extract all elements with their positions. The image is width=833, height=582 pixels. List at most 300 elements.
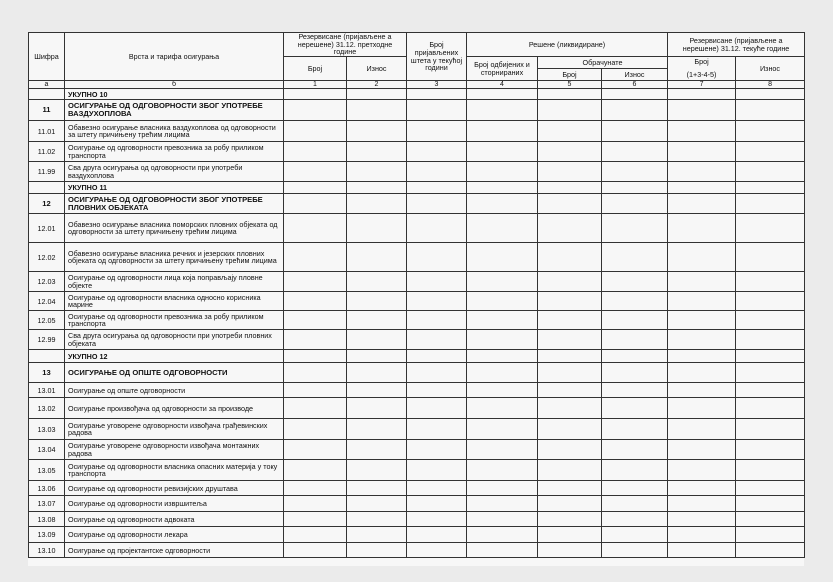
row-code: 13.07	[29, 496, 65, 512]
column-index-cell: 1	[284, 81, 347, 89]
value-cell[interactable]	[538, 330, 602, 350]
table-row	[29, 419, 805, 440]
value-cell[interactable]	[538, 121, 602, 142]
row-description: Обавезно осигурање власника ваздухоплова од одговорности за штету причињену трећим лицима	[65, 121, 284, 142]
row-description: ОСИГУРАЊЕ ОД ОДГОВОРНОСТИ ЗБОГ УПОТРЕБЕ ПЛОВНИХ ОБЈЕКАТА	[65, 194, 284, 214]
row-description: УКУПНО 11	[65, 182, 284, 194]
row-code: 13.01	[29, 383, 65, 398]
value-cell[interactable]	[736, 440, 805, 460]
value-cell[interactable]	[602, 121, 668, 142]
value-cell[interactable]	[736, 512, 805, 527]
column-index-cell: 3	[407, 81, 467, 89]
value-cell[interactable]	[284, 398, 347, 419]
value-cell[interactable]	[602, 543, 668, 558]
value-cell[interactable]	[736, 162, 805, 182]
header-reserved-curr-year: Резервисане (пријављене а нерешене) 31.12. текуће године	[668, 33, 805, 57]
value-cell[interactable]	[602, 272, 668, 292]
value-cell[interactable]	[602, 419, 668, 440]
row-code: 13	[29, 363, 65, 383]
value-cell[interactable]	[467, 182, 538, 194]
value-cell[interactable]	[668, 330, 736, 350]
value-cell[interactable]	[602, 292, 668, 311]
row-description: Сва друга осигурања од одговорности при употреби ваздухоплова	[65, 162, 284, 182]
value-cell[interactable]	[538, 440, 602, 460]
value-cell[interactable]	[602, 481, 668, 496]
row-description: Осигурање од одговорности адвоката	[65, 512, 284, 527]
value-cell[interactable]	[668, 496, 736, 512]
value-cell[interactable]	[467, 272, 538, 292]
value-cell[interactable]	[538, 419, 602, 440]
value-cell[interactable]	[668, 512, 736, 527]
value-cell[interactable]	[736, 350, 805, 363]
row-description: Обавезно осигурање власника поморских пловних објеката од одговорности за штету причињену трећим лицима	[65, 214, 284, 243]
row-description: Осигурање од одговорности лица која поправљају пловне објекте	[65, 272, 284, 292]
value-cell[interactable]	[347, 330, 407, 350]
value-cell[interactable]	[407, 182, 467, 194]
value-cell[interactable]	[407, 481, 467, 496]
value-cell[interactable]	[602, 363, 668, 383]
value-cell[interactable]	[407, 100, 467, 121]
value-cell[interactable]	[467, 243, 538, 272]
value-cell[interactable]	[284, 121, 347, 142]
value-cell[interactable]	[407, 292, 467, 311]
header-reserved-prev-year: Резервисане (пријављене а нерешене) 31.12. претходне године	[284, 33, 407, 57]
value-cell[interactable]	[284, 182, 347, 194]
value-cell[interactable]	[602, 142, 668, 162]
value-cell[interactable]	[407, 419, 467, 440]
value-cell[interactable]	[284, 292, 347, 311]
value-cell[interactable]	[407, 214, 467, 243]
row-code: 13.02	[29, 398, 65, 419]
value-cell[interactable]	[347, 142, 407, 162]
value-cell[interactable]	[467, 543, 538, 558]
value-cell[interactable]	[347, 460, 407, 481]
value-cell[interactable]	[736, 481, 805, 496]
column-index-cell: б	[65, 81, 284, 89]
table-row	[29, 142, 805, 162]
value-cell[interactable]	[668, 214, 736, 243]
value-cell[interactable]	[668, 292, 736, 311]
row-code: 12	[29, 194, 65, 214]
row-description: УКУПНО 12	[65, 350, 284, 363]
value-cell[interactable]	[668, 194, 736, 214]
value-cell[interactable]	[467, 100, 538, 121]
header-count-7	[668, 57, 736, 81]
value-cell[interactable]	[347, 243, 407, 272]
insurance-claims-table	[28, 32, 805, 558]
row-description: Осигурање од одговорности извршитеља	[65, 496, 284, 512]
table-row	[29, 272, 805, 292]
value-cell[interactable]	[602, 162, 668, 182]
value-cell[interactable]	[407, 311, 467, 330]
row-code: 12.05	[29, 311, 65, 330]
header-count-1: Број	[284, 57, 347, 81]
value-cell[interactable]	[284, 311, 347, 330]
column-index-cell: 6	[602, 81, 668, 89]
value-cell[interactable]	[284, 272, 347, 292]
value-cell[interactable]	[347, 419, 407, 440]
value-cell[interactable]	[668, 162, 736, 182]
row-code: 12.03	[29, 272, 65, 292]
value-cell[interactable]	[467, 363, 538, 383]
value-cell[interactable]	[736, 363, 805, 383]
value-cell[interactable]	[538, 460, 602, 481]
value-cell[interactable]	[668, 419, 736, 440]
value-cell[interactable]	[736, 121, 805, 142]
value-cell[interactable]	[467, 496, 538, 512]
value-cell[interactable]	[668, 363, 736, 383]
value-cell[interactable]	[467, 89, 538, 100]
value-cell[interactable]	[407, 543, 467, 558]
value-cell[interactable]	[284, 330, 347, 350]
value-cell[interactable]	[407, 363, 467, 383]
value-cell[interactable]	[347, 292, 407, 311]
row-description: Осигурање уговорене одговорности извођача монтажних радова	[65, 440, 284, 460]
value-cell[interactable]	[347, 182, 407, 194]
table-row	[29, 121, 805, 142]
value-cell[interactable]	[602, 527, 668, 543]
value-cell[interactable]	[467, 292, 538, 311]
row-code: 13.03	[29, 419, 65, 440]
value-cell[interactable]	[736, 214, 805, 243]
value-cell[interactable]	[668, 460, 736, 481]
value-cell[interactable]	[668, 89, 736, 100]
row-code: 12.99	[29, 330, 65, 350]
header-reported-claims: Број пријављених штета у текућој години	[407, 33, 467, 81]
value-cell[interactable]	[538, 350, 602, 363]
column-index-cell: а	[29, 81, 65, 89]
value-cell[interactable]	[407, 121, 467, 142]
value-cell[interactable]	[668, 243, 736, 272]
table-row	[29, 543, 805, 558]
value-cell[interactable]	[284, 496, 347, 512]
table-row	[29, 383, 805, 398]
value-cell[interactable]	[284, 350, 347, 363]
value-cell[interactable]	[668, 121, 736, 142]
value-cell[interactable]	[407, 496, 467, 512]
value-cell[interactable]	[467, 460, 538, 481]
value-cell[interactable]	[668, 398, 736, 419]
row-code: 13.06	[29, 481, 65, 496]
value-cell[interactable]	[602, 350, 668, 363]
report-sheet	[28, 32, 804, 566]
value-cell[interactable]	[407, 512, 467, 527]
value-cell[interactable]	[736, 496, 805, 512]
column-index-cell: 7	[668, 81, 736, 89]
value-cell[interactable]	[538, 100, 602, 121]
row-description: Осигурање произвођача од одговорности за производе	[65, 398, 284, 419]
value-cell[interactable]	[467, 527, 538, 543]
value-cell[interactable]	[538, 272, 602, 292]
value-cell[interactable]	[284, 481, 347, 496]
row-code: 13.09	[29, 527, 65, 543]
value-cell[interactable]	[407, 272, 467, 292]
value-cell[interactable]	[284, 440, 347, 460]
value-cell[interactable]	[736, 272, 805, 292]
value-cell[interactable]	[538, 363, 602, 383]
value-cell[interactable]	[668, 311, 736, 330]
row-code: 11.01	[29, 121, 65, 142]
column-index-cell: 4	[467, 81, 538, 89]
value-cell[interactable]	[284, 383, 347, 398]
header-count-5: Број	[538, 69, 602, 81]
value-cell[interactable]	[668, 383, 736, 398]
row-description: Осигурање од пројектантске одговорности	[65, 543, 284, 558]
value-cell[interactable]	[284, 142, 347, 162]
value-cell[interactable]	[467, 311, 538, 330]
row-code: 11.99	[29, 162, 65, 182]
value-cell[interactable]	[407, 162, 467, 182]
value-cell[interactable]	[347, 527, 407, 543]
value-cell[interactable]	[347, 350, 407, 363]
row-description: ОСИГУРАЊЕ ОД ОПШТЕ ОДГОВОРНОСТИ	[65, 363, 284, 383]
value-cell[interactable]	[602, 89, 668, 100]
value-cell[interactable]	[467, 398, 538, 419]
value-cell[interactable]	[736, 89, 805, 100]
table-row	[29, 100, 805, 121]
value-cell[interactable]	[736, 311, 805, 330]
table-row	[29, 398, 805, 419]
row-description: Сва друга осигурања од одговорности при употреби пловних објеката	[65, 330, 284, 350]
value-cell[interactable]	[602, 194, 668, 214]
row-code: 13.05	[29, 460, 65, 481]
value-cell[interactable]	[668, 350, 736, 363]
value-cell[interactable]	[407, 460, 467, 481]
value-cell[interactable]	[668, 272, 736, 292]
value-cell[interactable]	[284, 100, 347, 121]
value-cell[interactable]	[736, 419, 805, 440]
table-row	[29, 330, 805, 350]
value-cell[interactable]	[467, 214, 538, 243]
value-cell[interactable]	[407, 383, 467, 398]
value-cell[interactable]	[347, 194, 407, 214]
value-cell[interactable]	[602, 398, 668, 419]
column-index-cell: 8	[736, 81, 805, 89]
value-cell[interactable]	[602, 214, 668, 243]
value-cell[interactable]	[347, 121, 407, 142]
table-row	[29, 243, 805, 272]
row-description: Осигурање од опште одговорности	[65, 383, 284, 398]
value-cell[interactable]	[538, 481, 602, 496]
header-count-7-label: Број	[694, 57, 709, 67]
value-cell[interactable]	[668, 481, 736, 496]
value-cell[interactable]	[347, 311, 407, 330]
value-cell[interactable]	[736, 142, 805, 162]
value-cell[interactable]	[284, 543, 347, 558]
value-cell[interactable]	[407, 330, 467, 350]
value-cell[interactable]	[602, 311, 668, 330]
column-index-row	[29, 81, 805, 89]
value-cell[interactable]	[347, 100, 407, 121]
table-row	[29, 496, 805, 512]
row-code: 12.04	[29, 292, 65, 311]
header-description: Врста и тарифа осигурања	[65, 33, 284, 81]
row-code: 11.02	[29, 142, 65, 162]
value-cell[interactable]	[736, 383, 805, 398]
value-cell[interactable]	[407, 142, 467, 162]
row-description: Осигурање од одговорности власника опасних материја у току транспорта	[65, 460, 284, 481]
value-cell[interactable]	[668, 182, 736, 194]
value-cell[interactable]	[347, 440, 407, 460]
value-cell[interactable]	[736, 330, 805, 350]
value-cell[interactable]	[736, 398, 805, 419]
value-cell[interactable]	[347, 272, 407, 292]
value-cell[interactable]	[347, 214, 407, 243]
value-cell[interactable]	[602, 440, 668, 460]
value-cell[interactable]	[538, 214, 602, 243]
row-description: Осигурање уговорене одговорности извођача грађевинских радова	[65, 419, 284, 440]
value-cell[interactable]	[467, 162, 538, 182]
row-code: 13.08	[29, 512, 65, 527]
value-cell[interactable]	[668, 100, 736, 121]
value-cell[interactable]	[467, 330, 538, 350]
table-row	[29, 512, 805, 527]
value-cell[interactable]	[538, 512, 602, 527]
value-cell[interactable]	[538, 162, 602, 182]
value-cell[interactable]	[602, 182, 668, 194]
value-cell[interactable]	[407, 89, 467, 100]
value-cell[interactable]	[467, 142, 538, 162]
table-row	[29, 481, 805, 496]
value-cell[interactable]	[284, 243, 347, 272]
value-cell[interactable]	[602, 512, 668, 527]
table-row	[29, 460, 805, 481]
value-cell[interactable]	[347, 496, 407, 512]
row-description: Осигурање од одговорности превозника за робу приликом транспорта	[65, 142, 284, 162]
value-cell[interactable]	[284, 214, 347, 243]
value-cell[interactable]	[602, 383, 668, 398]
value-cell[interactable]	[538, 543, 602, 558]
value-cell[interactable]	[538, 398, 602, 419]
value-cell[interactable]	[538, 243, 602, 272]
value-cell[interactable]	[538, 527, 602, 543]
value-cell[interactable]	[467, 383, 538, 398]
row-code: 11	[29, 100, 65, 121]
value-cell[interactable]	[736, 194, 805, 214]
value-cell[interactable]	[602, 243, 668, 272]
value-cell[interactable]	[284, 363, 347, 383]
table-row	[29, 350, 805, 363]
value-cell[interactable]	[538, 89, 602, 100]
value-cell[interactable]	[467, 512, 538, 527]
table-row	[29, 214, 805, 243]
value-cell[interactable]	[602, 330, 668, 350]
value-cell[interactable]	[284, 89, 347, 100]
value-cell[interactable]	[407, 440, 467, 460]
value-cell[interactable]	[347, 481, 407, 496]
value-cell[interactable]	[668, 527, 736, 543]
value-cell[interactable]	[736, 243, 805, 272]
table-row	[29, 292, 805, 311]
value-cell[interactable]	[407, 398, 467, 419]
row-code	[29, 182, 65, 194]
value-cell[interactable]	[467, 350, 538, 363]
row-description: Осигурање од одговорности ревизијских друштава	[65, 481, 284, 496]
table-row	[29, 162, 805, 182]
header-amount-2: Износ	[347, 57, 407, 81]
header-calculated: Обрачунате	[538, 57, 668, 69]
value-cell[interactable]	[467, 194, 538, 214]
value-cell[interactable]	[467, 481, 538, 496]
value-cell[interactable]	[602, 100, 668, 121]
value-cell[interactable]	[668, 543, 736, 558]
value-cell[interactable]	[736, 292, 805, 311]
value-cell[interactable]	[284, 194, 347, 214]
value-cell[interactable]	[347, 383, 407, 398]
value-cell[interactable]	[467, 419, 538, 440]
row-code: 12.01	[29, 214, 65, 243]
value-cell[interactable]	[284, 527, 347, 543]
value-cell[interactable]	[668, 440, 736, 460]
header-amount-6: Износ	[602, 69, 668, 81]
header-count-formula: (1+3-4-5)	[686, 70, 717, 79]
row-code	[29, 350, 65, 363]
value-cell[interactable]	[347, 398, 407, 419]
value-cell[interactable]	[347, 543, 407, 558]
value-cell[interactable]	[538, 194, 602, 214]
table-row	[29, 89, 805, 100]
value-cell[interactable]	[284, 162, 347, 182]
header-settled: Решене (ликвидиране)	[467, 33, 668, 57]
value-cell[interactable]	[538, 496, 602, 512]
value-cell[interactable]	[736, 100, 805, 121]
table-row	[29, 527, 805, 543]
table-body	[29, 89, 805, 558]
value-cell[interactable]	[467, 440, 538, 460]
value-cell[interactable]	[467, 121, 538, 142]
row-code	[29, 89, 65, 100]
value-cell[interactable]	[668, 142, 736, 162]
row-description: ОСИГУРАЊЕ ОД ОДГОВОРНОСТИ ЗБОГ УПОТРЕБЕ ВАЗДУХОПЛОВА	[65, 100, 284, 121]
row-code: 13.10	[29, 543, 65, 558]
value-cell[interactable]	[538, 182, 602, 194]
header-code: Шифра	[29, 33, 65, 81]
row-code: 12.02	[29, 243, 65, 272]
value-cell[interactable]	[736, 527, 805, 543]
value-cell[interactable]	[538, 311, 602, 330]
column-index-cell: 2	[347, 81, 407, 89]
value-cell[interactable]	[347, 89, 407, 100]
value-cell[interactable]	[538, 142, 602, 162]
value-cell[interactable]	[347, 363, 407, 383]
value-cell[interactable]	[736, 182, 805, 194]
value-cell[interactable]	[736, 460, 805, 481]
value-cell[interactable]	[407, 527, 467, 543]
value-cell[interactable]	[347, 512, 407, 527]
value-cell[interactable]	[602, 496, 668, 512]
value-cell[interactable]	[284, 419, 347, 440]
table-row	[29, 182, 805, 194]
value-cell[interactable]	[347, 162, 407, 182]
row-description: Осигурање од одговорности превозника за робу приликом транспорта	[65, 311, 284, 330]
table-row	[29, 311, 805, 330]
row-description: Обавезно осигурање власника речних и језерских пловних објеката од одговорности за штету причињену трећим лицима	[65, 243, 284, 272]
row-description: Осигурање од одговорности лекара	[65, 527, 284, 543]
value-cell[interactable]	[407, 194, 467, 214]
column-index-cell: 5	[538, 81, 602, 89]
value-cell[interactable]	[538, 292, 602, 311]
row-description: УКУПНО 10	[65, 89, 284, 100]
value-cell[interactable]	[407, 243, 467, 272]
value-cell[interactable]	[602, 460, 668, 481]
value-cell[interactable]	[538, 383, 602, 398]
value-cell[interactable]	[284, 512, 347, 527]
table-row	[29, 440, 805, 460]
value-cell[interactable]	[284, 460, 347, 481]
value-cell[interactable]	[407, 350, 467, 363]
value-cell[interactable]	[736, 543, 805, 558]
header-amount-8: Износ	[736, 57, 805, 81]
